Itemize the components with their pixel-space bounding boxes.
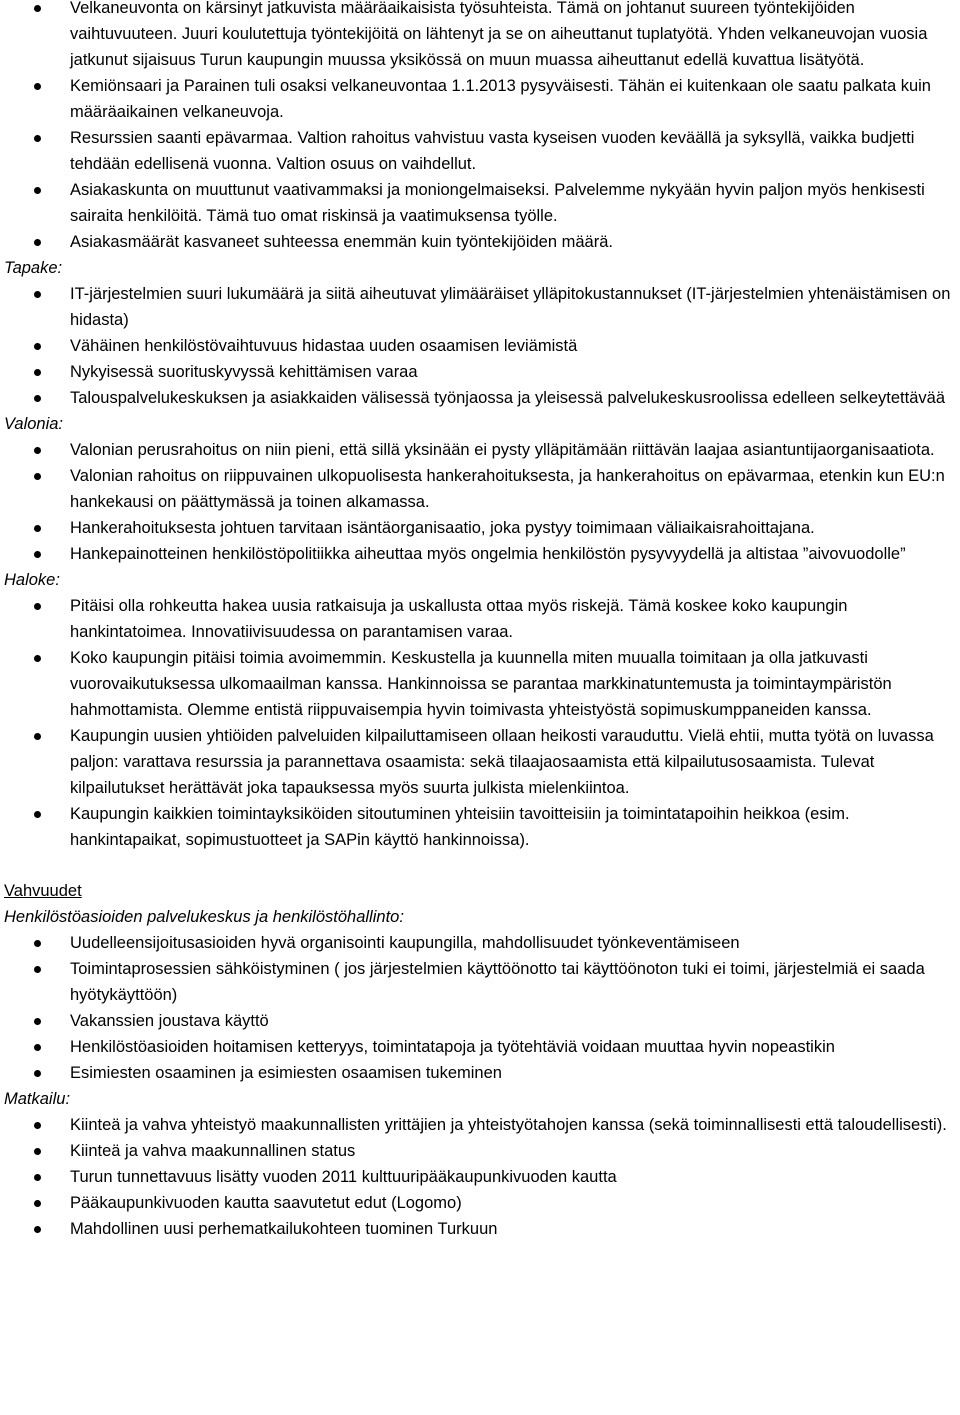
section-heading: Henkilöstöasioiden palvelukeskus ja henkilöstöhallinto: xyxy=(4,908,404,926)
list-item-text: Kiinteä ja vahva yhteistyö maakunnallisten yrittäjien ja yhteistyötahojen kanssa (sekä toiminnallisesti että taloudellisesti). xyxy=(70,1116,947,1134)
bullet-icon xyxy=(34,1226,41,1233)
list-item xyxy=(0,463,960,515)
bullet-icon xyxy=(34,447,41,454)
bullet-icon xyxy=(34,1200,41,1207)
list-item-text: Pääkaupunkivuoden kautta saavutetut edut (Logomo) xyxy=(70,1194,462,1212)
list-item-text: Asiakaskunta on muuttunut vaativammaksi ja moniongelmaiseksi. Palvelemme nykyään hyvin paljon myös henkisesti sairaita henkilöitä. Tämä tuo omat riskinsä ja vaatimuksensa työlle. xyxy=(70,181,925,225)
list-item-text: Nykyisessä suorituskyvyssä kehittämisen varaa xyxy=(70,363,418,381)
bullet-icon xyxy=(34,966,41,973)
list-item-text: Kaupungin kaikkien toimintayksiköiden sitoutuminen yhteisiin tavoitteisiin ja toimintatapoihin heikkoa (esim. hankintapaikat, sopimustuotteet ja SAPin käyttö hankinnoissa). xyxy=(70,805,850,849)
list-item xyxy=(0,1112,960,1138)
list-item xyxy=(0,1060,960,1086)
list-item-text: Turun tunnettavuus lisätty vuoden 2011 kulttuuripääkaupunkivuoden kautta xyxy=(70,1168,617,1186)
list-item-text: IT-järjestelmien suuri lukumäärä ja siitä aiheutuvat ylimääräiset ylläpitokustannukset (IT-järjestelmien yhtenäistämisen on hidasta) xyxy=(70,285,951,329)
list-item-text: Asiakasmäärät kasvaneet suhteessa enemmän kuin työntekijöiden määrä. xyxy=(70,233,613,251)
bullet-icon xyxy=(34,187,41,194)
bullet-icon xyxy=(34,940,41,947)
bullet-icon xyxy=(34,369,41,376)
section-heading: Matkailu: xyxy=(4,1090,71,1108)
list-item xyxy=(0,1216,960,1242)
list-item xyxy=(0,385,960,411)
list-item-text: Valonian rahoitus on riippuvainen ulkopuolisesta hankerahoituksesta, ja hankerahoitus on epävarmaa, etenkin kun EU:n hankekausi on päättymässä ja toinen alkamassa. xyxy=(70,467,945,511)
bullet-icon xyxy=(34,5,41,12)
section-heading: Tapake: xyxy=(4,259,63,277)
bullet-icon xyxy=(34,1174,41,1181)
section-heading: Haloke: xyxy=(4,571,60,589)
list-item xyxy=(0,1190,960,1216)
list-item xyxy=(0,930,960,956)
list-item-text: Mahdollinen uusi perhematkailukohteen tuominen Turkuun xyxy=(70,1220,498,1238)
list-item-text: Talouspalvelukeskuksen ja asiakkaiden välisessä työnjaossa ja yleisessä palvelukeskusroolissa edelleen selkeytettävää xyxy=(70,389,945,407)
list-item xyxy=(0,1164,960,1190)
list-item-text: Valonian perusrahoitus on niin pieni, että sillä yksinään ei pysty ylläpitämään riittävän laajaa asiantuntijaorganisaatiota. xyxy=(70,441,935,459)
list-item xyxy=(0,437,960,463)
bullet-icon xyxy=(34,343,41,350)
bullet-icon xyxy=(34,395,41,402)
list-item xyxy=(0,801,960,853)
bullet-icon xyxy=(34,1044,41,1051)
list-item-text: Pitäisi olla rohkeutta hakea uusia ratkaisuja ja uskallusta ottaa myös riskejä. Tämä koskee koko kaupungin hankintatoimea. Innovatiivisuudessa on parantamisen varaa. xyxy=(70,597,848,641)
bullet-list xyxy=(0,0,960,255)
bullet-icon xyxy=(34,551,41,558)
section-heading: Valonia: xyxy=(4,415,64,433)
bullet-icon xyxy=(34,603,41,610)
list-item xyxy=(0,515,960,541)
list-item-text: Henkilöstöasioiden hoitamisen ketteryys, toimintatapoja ja työtehtäviä voidaan muuttaa hyvin nopeastikin xyxy=(70,1038,835,1056)
list-item xyxy=(0,723,960,801)
list-item-text: Uudelleensijoitusasioiden hyvä organisointi kaupungilla, mahdollisuudet työnkeventämiseen xyxy=(70,934,740,952)
bullet-icon xyxy=(34,1148,41,1155)
list-item xyxy=(0,73,960,125)
list-item xyxy=(0,333,960,359)
list-item-text: Koko kaupungin pitäisi toimia avoimemmin. Keskustella ja kuunnella miten muualla toimitaan ja olla jatkuvasti vuorovaikutuksessa ulkomaailman kanssa. Hankinnoissa se parantaa markkinatuntemusta ja toimintaympäristön hahmottamista. Olemme entistä riippuvaisempia hyvin toimivasta yhteistyöstä sopimuskumppaneiden kanssa. xyxy=(70,649,892,719)
list-item-text: Kiinteä ja vahva maakunnallinen status xyxy=(70,1142,356,1160)
bullet-list xyxy=(0,593,960,853)
bullet-icon xyxy=(34,655,41,662)
bullet-list xyxy=(0,437,960,567)
list-item xyxy=(0,229,960,255)
bullet-icon xyxy=(34,135,41,142)
list-item-text: Kemiönsaari ja Parainen tuli osaksi velkaneuvontaa 1.1.2013 pysyväisesti. Tähän ei kuitenkaan ole saatu palkata kuin määräaikainen velkaneuvoja. xyxy=(70,77,931,121)
list-item-text: Kaupungin uusien yhtiöiden palveluiden kilpailuttamiseen ollaan heikosti varauduttu. Vielä ehtii, mutta työtä on luvassa paljon: varattava resurssia ja parannettava osaamista: sekä tilaajaosaamista että kilpailutusosaamista. Tulevat kilpailutukset herättävät joka tapauksessa myös suurta julkista mielenkiintoa. xyxy=(70,727,934,797)
bullet-icon xyxy=(34,811,41,818)
bullet-list xyxy=(0,1112,960,1242)
list-item xyxy=(0,125,960,177)
bullet-icon xyxy=(34,1122,41,1129)
list-item-text: Hankepainotteinen henkilöstöpolitiikka aiheuttaa myös ongelmia henkilöstön pysyvyydellä ja altistaa ”aivovuodolle” xyxy=(70,545,906,563)
bullet-icon xyxy=(34,525,41,532)
bullet-icon xyxy=(34,291,41,298)
section-spacer xyxy=(0,853,960,878)
bullet-icon xyxy=(34,1070,41,1077)
list-item-text: Velkaneuvonta on kärsinyt jatkuvista määräaikaisista työsuhteista. Tämä on johtanut suureen työntekijöiden vaihtuvuuteen. Juuri koulutettuja työntekijöitä on lähtenyt ja se on aiheuttanut tuplatyötä. Yhden velkaneuvojan vuosia jatkunut sijaisuus Turun kaupungin muussa yksikössä on muun muassa aiheuttanut edellä kuvattua lisätyötä. xyxy=(70,0,928,69)
bullet-icon xyxy=(34,473,41,480)
section-heading: Vahvuudet xyxy=(4,882,82,900)
list-item xyxy=(0,541,960,567)
list-item xyxy=(0,593,960,645)
list-item-text: Toimintaprosessien sähköistyminen ( jos järjestelmien käyttöönotto tai käyttöönoton tuki ei toimi, järjestelmiä ei saada hyötykäyttöön) xyxy=(70,960,925,1004)
list-item-text: Vähäinen henkilöstövaihtuvuus hidastaa uuden osaamisen leviämistä xyxy=(70,337,578,355)
bullet-icon xyxy=(34,733,41,740)
list-item xyxy=(0,177,960,229)
bullet-list xyxy=(0,930,960,1086)
list-item xyxy=(0,1138,960,1164)
list-item xyxy=(0,956,960,1008)
list-item xyxy=(0,359,960,385)
list-item-text: Hankerahoituksesta johtuen tarvitaan isäntäorganisaatio, joka pystyy toimimaan väliaikaisrahoittajana. xyxy=(70,519,815,537)
bullet-list xyxy=(0,281,960,411)
list-item-text: Vakanssien joustava käyttö xyxy=(70,1012,269,1030)
bullet-icon xyxy=(34,239,41,246)
list-item xyxy=(0,1034,960,1060)
list-item xyxy=(0,281,960,333)
list-item xyxy=(0,645,960,723)
list-item-text: Resurssien saanti epävarmaa. Valtion rahoitus vahvistuu vasta kyseisen vuoden keväällä ja syksyllä, vaikka budjetti tehdään edellisenä vuonna. Valtion osuus on vaihdellut. xyxy=(70,129,915,173)
list-item xyxy=(0,1008,960,1034)
bullet-icon xyxy=(34,1018,41,1025)
list-item-text: Esimiesten osaaminen ja esimiesten osaamisen tukeminen xyxy=(70,1064,502,1082)
list-item xyxy=(0,0,960,73)
bullet-icon xyxy=(34,83,41,90)
